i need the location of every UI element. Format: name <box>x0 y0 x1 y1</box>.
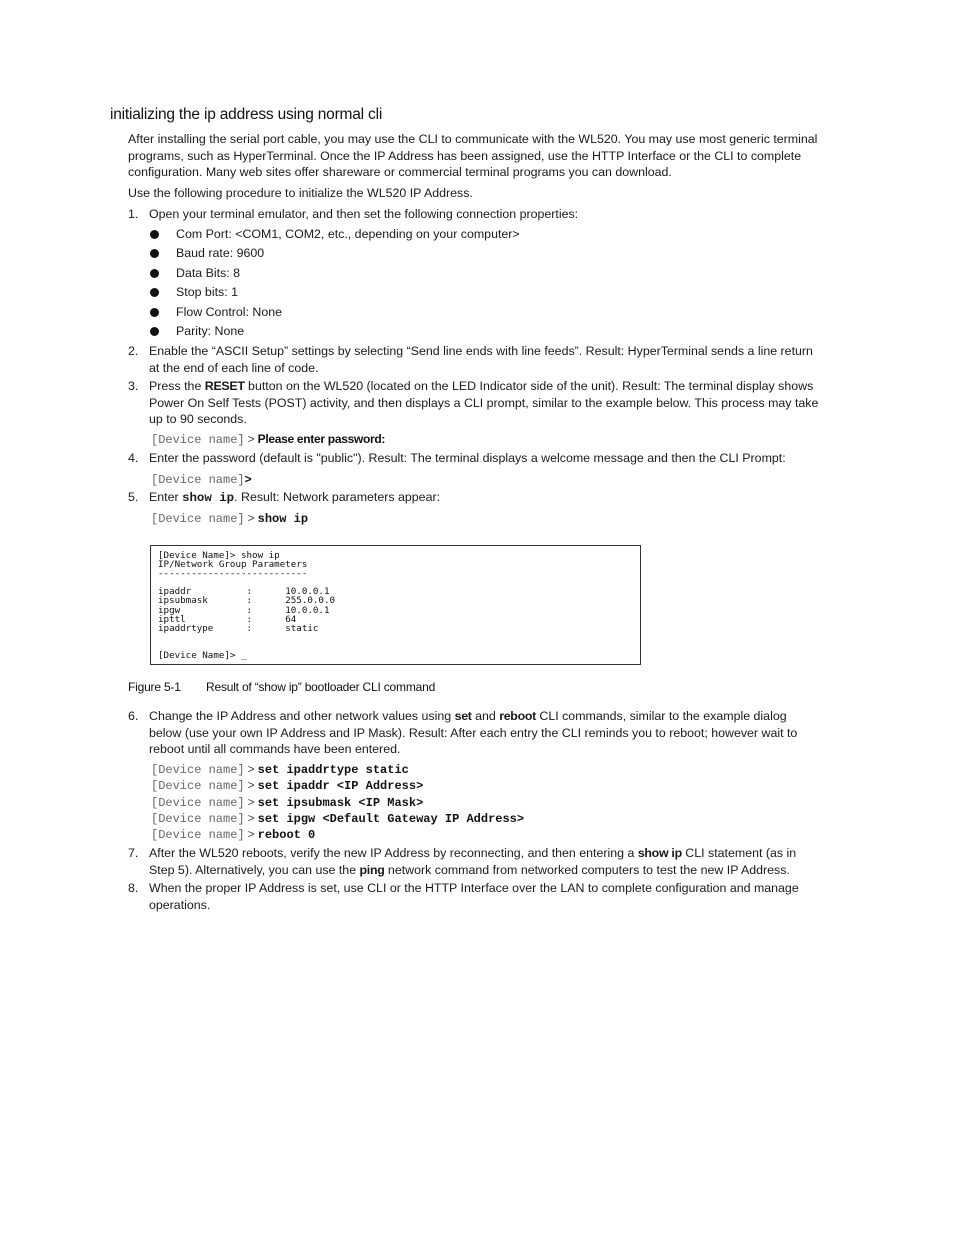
cli-prompt-line: [Device name]> <box>151 472 252 487</box>
step-number: 6. <box>128 709 139 723</box>
figure-caption <box>128 680 435 694</box>
set-command-line: [Device name] > set ipsubmask <IP Mask> <box>151 795 424 810</box>
step-text: Enter the password (default is "public"). Result: The terminal displays a welcome message and then the CLI Prompt: <box>149 451 786 465</box>
bullet-icon <box>150 288 159 297</box>
bullet-icon <box>150 269 159 278</box>
bullet-icon <box>150 327 159 336</box>
terminal-output: [Device Name]> show ip IP/Network Group Parameters --------------------------- ipaddr : 10.0.0.1 ipsubmask : 255.0.0.0 ipgw : 10.0.0.1 ipttl : 64 ipaddrtype : static [Device Name]> _ <box>158 550 336 662</box>
bullet-icon <box>150 249 159 258</box>
intro-paragraph: After installing the serial port cable, you may use the CLI to communicate with the WL520. You may use most generic terminal programs, such as HyperTerminal. Once the IP Address has been assigned, use the HTTP Interface or the CLI to complete configuration. Many web sites offer shareware or commercial terminal programs you can download. <box>128 132 818 179</box>
step-number: 2. <box>128 344 139 358</box>
step-text: Enable the “ASCII Setup” settings by selecting “Send line ends with line feeds”. Result: HyperTerminal sends a line return at the end of each line of code. <box>149 344 813 375</box>
terminal-screenshot <box>150 545 641 665</box>
document-page: initializing the ip address using normal cli After installing the serial port cable, you may use the CLI to communicate with the WL520. You may use most generic terminal programs, such as HyperTerminal. Once the IP Address has been assigned, use the HTTP Interface or the CLI to complete configuration. Many web sites offer shareware or commercial terminal programs you can download. Use the following procedure to initialize the WL520 IP Address. 1. Open your terminal emulator, and then set the following connection properties: Com Port: <COM1, COM2, etc., depending on your computer> Baud rate: 9600 Data Bits: 8 Stop bits: 1 Flow Control: None Parity: None 2. Enable the “ASCII Setup” settings by selecting “Send line ends with line feeds”. Result: HyperTerminal sends a line return at the end of each line of code. 3. Press the RESET button on the WL520 (located on the LED Indicator side of the unit). Result: The terminal display shows Power On Self Tests (POST) activity, and then displays a CLI prompt, similar to the example below. This process may take up to 90 seconds. [Device name] > Please enter password: 4. Enter the password (default is "public"). Result: The terminal displays a welcome message and then the CLI Prompt: [Device name]> 5. Enter show ip. Result: Network parameters appear: [Device name] > show ip [Device Name]> show ip IP/Network Group Parameters --------------------------- ipaddr : 10.0.0.1 ipsubmask : 255.0.0.0 ipgw : 10.0.0.1 ipttl : 64 ipaddrtype : static [Device Name]> _ Figure 5-1 Result of “show ip” bootloader CLI command 6. Change the IP Address and other network values using set and reboot CLI commands, similar to the example dialog below (use your own IP Address and IP Mask). Result: After each entry the CLI reminds you to reboot; however wait to reboot until all commands have been entered. [Device name] > set ipaddrtype static [Device name] > set ipaddr <IP Address> [Device name] > set ipsubmask <IP Mask> [Device name] > set ipgw <Default Gateway IP Address> [Device name] > reboot 0 7. After the WL520 reboots, verify the new IP Address by reconnecting, and then entering a show ip CLI statement (as in Step 5). Alternatively, you can use the ping network command from networked computers to test the new IP Address. 8. When the proper IP Address is set, use CLI or the HTTP Interface over the LAN to complete configuration and manage operations. <box>110 106 819 912</box>
step-number: 8. <box>128 881 139 895</box>
figure-number: Figure 5-1 <box>128 680 181 694</box>
step-text: Open your terminal emulator, and then set the following connection properties: <box>149 207 579 221</box>
section-heading: initializing the ip address using normal cli <box>110 106 383 123</box>
step-text: When the proper IP Address is set, use CLI or the HTTP Interface over the LAN to complete configuration and manage operations. <box>149 881 799 912</box>
step-number: 1. <box>128 207 139 221</box>
step-number: 4. <box>128 451 139 465</box>
step-text: After the WL520 reboots, verify the new IP Address by reconnecting, and then entering a show ip CLI statement (as in Step 5). Alternatively, you can use the ping network command from networked computers to test the new IP Address. <box>149 846 797 877</box>
step-number: 5. <box>128 490 139 504</box>
step-number: 7. <box>128 846 139 860</box>
figure-caption-text: Result of “show ip” bootloader CLI command <box>206 680 436 694</box>
set-command-line: [Device name] > set ipaddr <IP Address> <box>151 778 424 793</box>
step-text: Enter show ip. Result: Network parameters appear: <box>149 490 441 505</box>
step-text: Change the IP Address and other network values using set and reboot CLI commands, similar to the example dialog below (use your own IP Address and IP Mask). Result: After each entry the CLI reminds you to reboot; however wait to reboot until all commands have been entered. <box>149 709 798 756</box>
reset-label: RESET <box>204 379 245 393</box>
show-ip-command-line: [Device name] > show ip <box>151 511 309 526</box>
step-text: Press the RESET button on the WL520 (located on the LED Indicator side of the unit). Result: The terminal display shows Power On Self Tests (POST) activity, and then displays a CLI prompt, similar to the example below. This process may take up to 90 seconds. <box>149 379 819 426</box>
reboot-command-line: [Device name] > reboot 0 <box>151 827 316 842</box>
password-prompt-line: [Device name] > Please enter password: <box>151 432 386 447</box>
bullet-icon <box>150 308 159 317</box>
intro-procedure-line: Use the following procedure to initialize the WL520 IP Address. <box>128 186 473 200</box>
step-number: 3. <box>128 379 139 393</box>
set-command-line: [Device name] > set ipgw <Default Gateway IP Address> <box>151 811 525 826</box>
bullet-icon <box>150 230 159 239</box>
set-command-line: [Device name] > set ipaddrtype static <box>151 762 409 777</box>
